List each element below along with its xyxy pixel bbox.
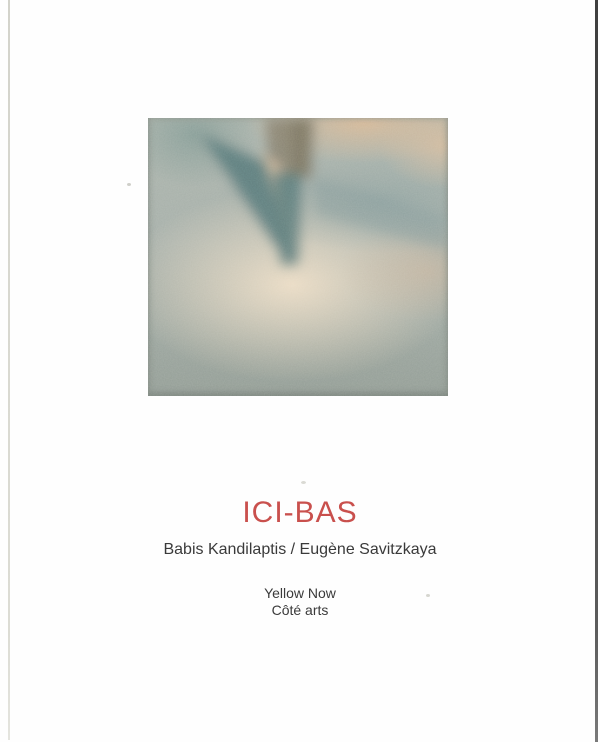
book-right-edge-line xyxy=(595,0,598,742)
film-grain-texture xyxy=(148,118,448,396)
page-left-edge-line xyxy=(8,0,10,740)
book-authors: Babis Kandilaptis / Eugène Savitzkaya xyxy=(163,541,437,558)
scan-speck xyxy=(127,183,131,186)
scan-speck xyxy=(301,481,306,484)
book-title: ICI-BAS xyxy=(242,496,358,529)
publisher-collection: Côté arts xyxy=(271,602,329,618)
publisher-block xyxy=(0,585,600,619)
cover-artwork xyxy=(148,118,448,396)
publisher-name: Yellow Now xyxy=(264,585,336,601)
